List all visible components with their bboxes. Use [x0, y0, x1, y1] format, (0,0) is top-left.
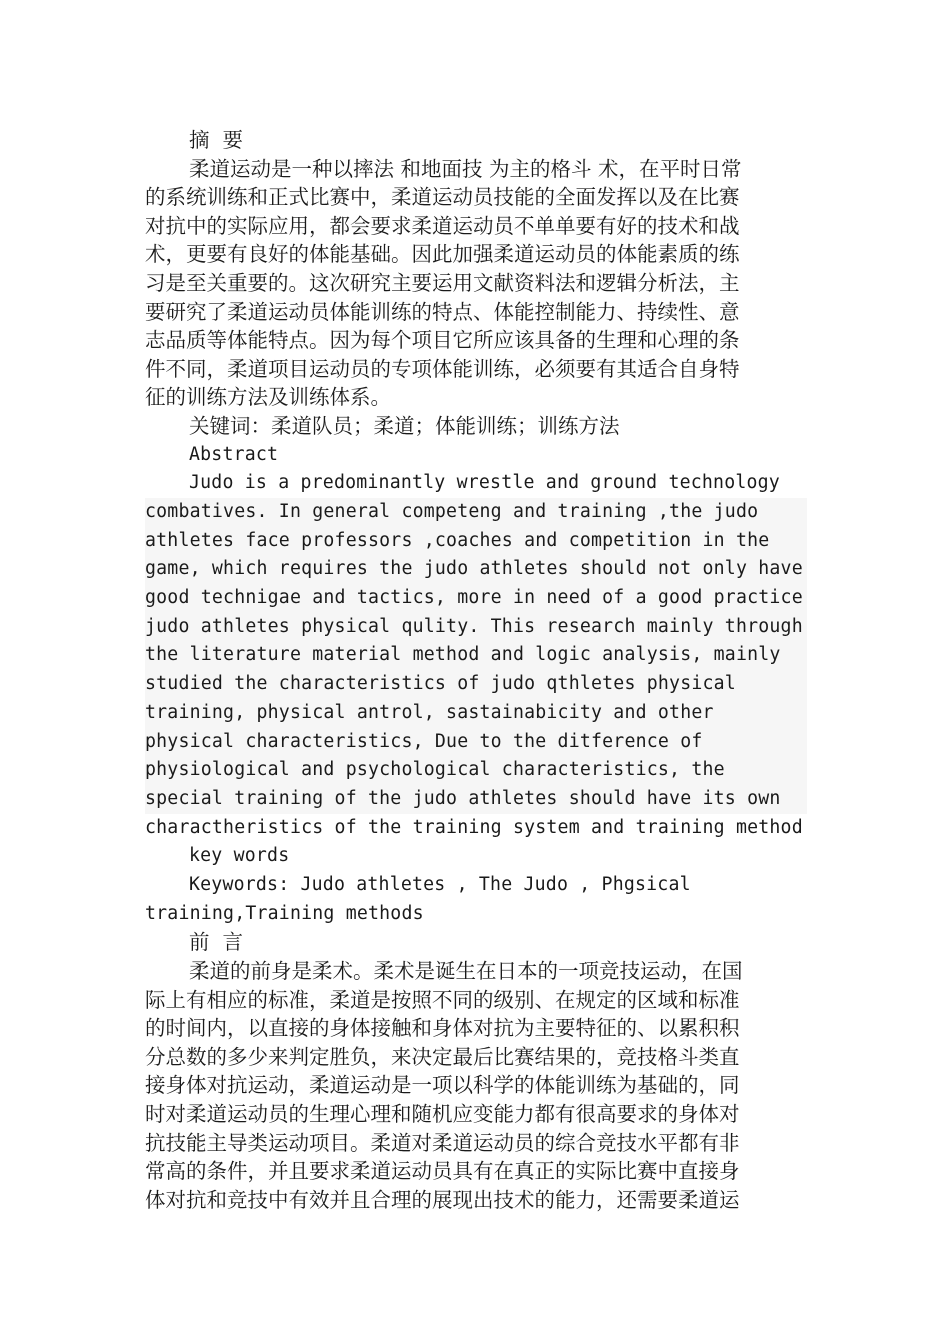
abstract-cn-line: 的系统训练和正式比赛中，柔道运动员技能的全面发挥以及在比赛: [145, 185, 740, 210]
preface-line: 的时间内，以直接的身体接触和身体对抗为主要特征的、以累积积: [145, 1016, 740, 1041]
abstract-en-line: training, physical antrol, sastainabicity and other: [145, 699, 807, 728]
preface-line: 抗技能主导类运动项目。柔道对柔道运动员的综合竞技水平都有非: [145, 1130, 740, 1155]
abstract-cn-body: [145, 155, 807, 412]
abstract-cn-line: 志品质等体能特点。因为每个项目它所应该具备的生理和心理的条: [145, 328, 740, 353]
abstract-en-line: good technigae and tactics, more in need of a good practice: [145, 584, 807, 613]
abstract-en-line: special training of the judo athletes should have its own: [145, 785, 807, 814]
document-page: [145, 126, 807, 1214]
abstract-en-line: physiological and psychological characteristics, the: [145, 756, 807, 785]
abstract-en-heading: Abstract: [189, 443, 279, 465]
abstract-en-line: the literature material method and logic analysis, mainly: [145, 641, 807, 670]
abstract-en-line: combatives. In general competeng and training ,the judo: [145, 498, 807, 527]
abstract-cn-line: 术，更要有良好的体能基础。因此加强柔道运动员的体能素质的练: [145, 242, 740, 267]
abstract-en-line: Judo is a predominantly wrestle and ground technology: [189, 472, 780, 494]
preface-body: [145, 957, 807, 1214]
abstract-cn-line: 柔道运动是一种以摔法 和地面技 为主的格斗 术，在平时日常: [189, 156, 742, 181]
abstract-en-line: judo athletes physical qulity. This research mainly through: [145, 613, 807, 642]
preface-line: 际上有相应的标准，柔道是按照不同的级别、在规定的区域和标准: [145, 987, 740, 1012]
abstract-en-line: game, which requires the judo athletes should not only have: [145, 555, 807, 584]
preface-line: 分总数的多少来判定胜负，来决定最后比赛结果的，竞技格斗类直: [145, 1044, 740, 1069]
abstract-en-body: [145, 469, 807, 842]
abstract-cn-line: 习是至关重要的。这次研究主要运用文献资料法和逻辑分析法，主: [145, 270, 740, 295]
abstract-cn-line: 征的训练方法及训练体系。: [145, 385, 391, 410]
abstract-en-keywords-line: Keywords: Judo athletes , The Judo , Phgsical: [189, 874, 691, 896]
abstract-en-line: studied the characteristics of judo qthletes physical: [145, 670, 807, 699]
abstract-cn-keywords: 关键词：柔道队员；柔道；体能训练；训练方法: [189, 413, 620, 438]
abstract-en-key-words-label: key words: [189, 845, 290, 867]
preface-line: 体对抗和竞技中有效并且合理的展现出技术的能力，还需要柔道运: [145, 1187, 740, 1212]
abstract-en-keywords: [145, 871, 807, 928]
preface-line: 接身体对抗运动，柔道运动是一项以科学的体能训练为基础的，同: [145, 1073, 740, 1098]
abstract-cn-line: 对抗中的实际应用，都会要求柔道运动员不单单要有好的技术和战: [145, 213, 740, 238]
abstract-en-keywords-line: training,Training methods: [145, 902, 424, 924]
abstract-cn-line: 件不同，柔道项目运动员的专项体能训练，必须要有其适合自身特: [145, 356, 740, 381]
preface-line: 柔道的前身是柔术。柔术是诞生在日本的一项竞技运动，在国: [189, 959, 743, 984]
preface-heading: 前 言: [189, 930, 244, 955]
abstract-cn-heading: 摘 要: [189, 128, 244, 152]
abstract-cn-line: 要研究了柔道运动员体能训练的特点、体能控制能力、持续性、意: [145, 299, 740, 324]
abstract-en-line: athletes face professors ,coaches and competition in the: [145, 527, 807, 556]
abstract-en-line: charactheristics of the training system and training method: [145, 816, 803, 838]
preface-line: 常高的条件，并且要求柔道运动员具有在真正的实际比赛中直接身: [145, 1159, 740, 1184]
abstract-en-line: physical characteristics, Due to the ditference of: [145, 728, 807, 757]
preface-line: 时对柔道运动员的生理心理和随机应变能力都有很高要求的身体对: [145, 1102, 740, 1127]
